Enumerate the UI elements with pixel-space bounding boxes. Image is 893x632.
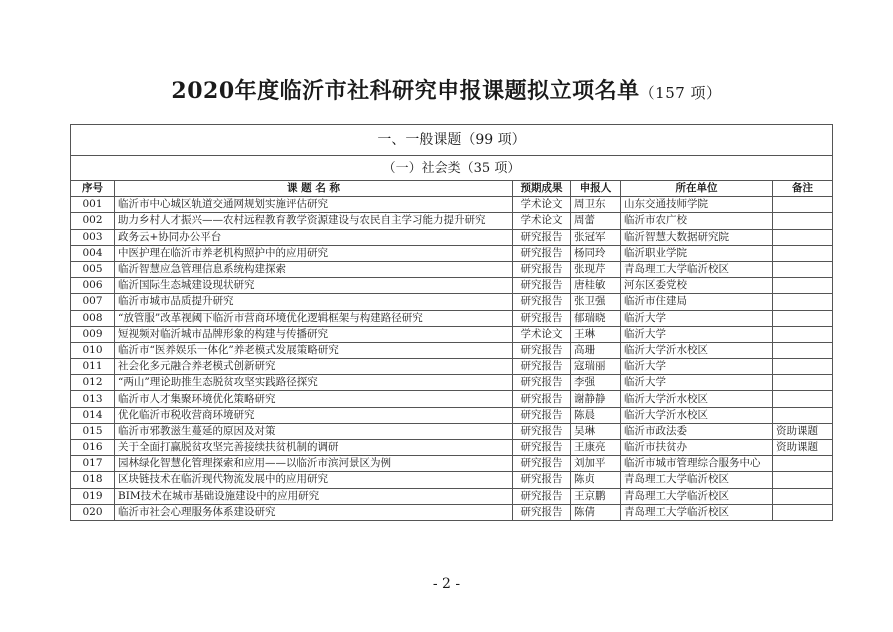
- cell-serial: 017: [71, 456, 115, 472]
- table-row: [71, 391, 833, 407]
- cell-unit: 青岛理工大学临沂校区: [621, 488, 773, 504]
- project-table: [70, 124, 833, 521]
- table-row: [71, 359, 833, 375]
- cell-applicant: 张冠军: [571, 229, 621, 245]
- title-count: （157 项）: [639, 84, 722, 102]
- table-row: [71, 278, 833, 294]
- cell-remark: [773, 245, 833, 261]
- cell-remark: 资助课题: [773, 440, 833, 456]
- cell-unit: 青岛理工大学临沂校区: [621, 261, 773, 277]
- cell-outcome: 研究报告: [513, 440, 571, 456]
- cell-applicant: 李强: [571, 375, 621, 391]
- cell-outcome: 研究报告: [513, 375, 571, 391]
- table-row: [71, 294, 833, 310]
- table-row: [71, 261, 833, 277]
- table-row: [71, 213, 833, 229]
- cell-outcome: 研究报告: [513, 261, 571, 277]
- cell-title: 临沂市邪教滋生蔓延的原因及对策: [115, 423, 513, 439]
- cell-remark: [773, 310, 833, 326]
- cell-applicant: 周蕾: [571, 213, 621, 229]
- cell-serial: 008: [71, 310, 115, 326]
- title-text: 2020年度临沂市社科研究申报课题拟立项名单: [171, 78, 640, 104]
- cell-title: 临沂国际生态城建设现状研究: [115, 278, 513, 294]
- cell-title: 短视频对临沂城市品牌形象的构建与传播研究: [115, 326, 513, 342]
- table-row: [71, 456, 833, 472]
- cell-title: 临沂市人才集聚环境优化策略研究: [115, 391, 513, 407]
- cell-unit: 临沂大学沂水校区: [621, 407, 773, 423]
- cell-unit: 临沂市政法委: [621, 423, 773, 439]
- cell-remark: [773, 197, 833, 213]
- cell-applicant: 张卫强: [571, 294, 621, 310]
- cell-applicant: 张现芹: [571, 261, 621, 277]
- cell-title: 临沂市社会心理服务体系建设研究: [115, 504, 513, 520]
- cell-outcome: 研究报告: [513, 423, 571, 439]
- cell-remark: [773, 456, 833, 472]
- cell-outcome: 研究报告: [513, 472, 571, 488]
- table-row: [71, 488, 833, 504]
- cell-remark: [773, 326, 833, 342]
- cell-outcome: 学术论文: [513, 213, 571, 229]
- cell-outcome: 研究报告: [513, 342, 571, 358]
- cell-unit: 临沂智慧大数据研究院: [621, 229, 773, 245]
- table-row: [71, 326, 833, 342]
- cell-title: “两山”理论助推生态脱贫攻坚实践路径探究: [115, 375, 513, 391]
- cell-serial: 010: [71, 342, 115, 358]
- cell-unit: 青岛理工大学临沂校区: [621, 472, 773, 488]
- cell-title: 社会化多元融合养老模式创新研究: [115, 359, 513, 375]
- cell-serial: 012: [71, 375, 115, 391]
- cell-applicant: 唐桂敏: [571, 278, 621, 294]
- cell-serial: 015: [71, 423, 115, 439]
- cell-serial: 009: [71, 326, 115, 342]
- cell-applicant: 谢静静: [571, 391, 621, 407]
- table-row: [71, 375, 833, 391]
- header-serial: 序号: [71, 181, 115, 197]
- cell-outcome: 研究报告: [513, 488, 571, 504]
- cell-unit: 河东区委党校: [621, 278, 773, 294]
- cell-serial: 018: [71, 472, 115, 488]
- cell-outcome: 研究报告: [513, 278, 571, 294]
- cell-unit: 临沂大学沂水校区: [621, 391, 773, 407]
- cell-applicant: 王琳: [571, 326, 621, 342]
- page-number: - 2 -: [432, 576, 461, 592]
- cell-unit: 临沂大学: [621, 310, 773, 326]
- cell-title: 园林绿化智慧化管理探索和应用——以临沂市滨河景区为例: [115, 456, 513, 472]
- cell-serial: 013: [71, 391, 115, 407]
- header-title: 课 题 名 称: [115, 181, 513, 197]
- cell-title: 政务云+协同办公平台: [115, 229, 513, 245]
- cell-outcome: 研究报告: [513, 359, 571, 375]
- cell-title: 临沂市中心城区轨道交通网规划实施评估研究: [115, 197, 513, 213]
- cell-serial: 005: [71, 261, 115, 277]
- cell-unit: 临沂大学: [621, 326, 773, 342]
- cell-applicant: 寇瑞丽: [571, 359, 621, 375]
- cell-serial: 006: [71, 278, 115, 294]
- table-row: [71, 310, 833, 326]
- cell-applicant: 高珊: [571, 342, 621, 358]
- cell-applicant: 刘加平: [571, 456, 621, 472]
- cell-title: 区块链技术在临沂现代物流发展中的应用研究: [115, 472, 513, 488]
- header-outcome: 预期成果: [513, 181, 571, 197]
- cell-serial: 007: [71, 294, 115, 310]
- cell-remark: [773, 294, 833, 310]
- cell-applicant: 陈倩: [571, 504, 621, 520]
- cell-title: 临沂市城市品质提升研究: [115, 294, 513, 310]
- cell-title: 临沂智慧应急管理信息系统构建探索: [115, 261, 513, 277]
- cell-title: 临沂市“医养娱乐一体化”养老模式发展策略研究: [115, 342, 513, 358]
- cell-outcome: 研究报告: [513, 456, 571, 472]
- cell-serial: 014: [71, 407, 115, 423]
- cell-outcome: 研究报告: [513, 294, 571, 310]
- cell-serial: 011: [71, 359, 115, 375]
- cell-unit: 临沂市住建局: [621, 294, 773, 310]
- cell-remark: [773, 504, 833, 520]
- subsection-row: [71, 156, 833, 181]
- cell-unit: 临沂大学: [621, 359, 773, 375]
- cell-applicant: 周卫东: [571, 197, 621, 213]
- cell-unit: 青岛理工大学临沂校区: [621, 504, 773, 520]
- cell-serial: 019: [71, 488, 115, 504]
- cell-remark: [773, 213, 833, 229]
- cell-applicant: 陈晨: [571, 407, 621, 423]
- cell-title: “放管服”改革视阈下临沂市营商环境优化逻辑框架与构建路径研究: [115, 310, 513, 326]
- cell-remark: 资助课题: [773, 423, 833, 439]
- cell-title: 优化临沂市税收营商环境研究: [115, 407, 513, 423]
- cell-outcome: 研究报告: [513, 391, 571, 407]
- cell-remark: [773, 261, 833, 277]
- header-row: [71, 181, 833, 197]
- table-row: [71, 504, 833, 520]
- cell-outcome: 研究报告: [513, 229, 571, 245]
- table-row: [71, 342, 833, 358]
- cell-unit: 临沂大学: [621, 375, 773, 391]
- table-row: [71, 407, 833, 423]
- cell-title: 关于全面打赢脱贫攻坚完善接续扶贫机制的调研: [115, 440, 513, 456]
- section-heading: 一、一般课题（99 项）: [71, 125, 833, 156]
- cell-remark: [773, 407, 833, 423]
- cell-outcome: 研究报告: [513, 245, 571, 261]
- cell-serial: 002: [71, 213, 115, 229]
- cell-applicant: 王京鹏: [571, 488, 621, 504]
- cell-outcome: 学术论文: [513, 326, 571, 342]
- cell-title: 中医护理在临沂市养老机构照护中的应用研究: [115, 245, 513, 261]
- cell-remark: [773, 488, 833, 504]
- cell-remark: [773, 229, 833, 245]
- cell-applicant: 陈贞: [571, 472, 621, 488]
- header-unit: 所在单位: [621, 181, 773, 197]
- cell-outcome: 研究报告: [513, 310, 571, 326]
- cell-outcome: 研究报告: [513, 407, 571, 423]
- table-row: [71, 197, 833, 213]
- cell-remark: [773, 342, 833, 358]
- cell-remark: [773, 391, 833, 407]
- cell-serial: 020: [71, 504, 115, 520]
- table-row: [71, 245, 833, 261]
- cell-outcome: 研究报告: [513, 504, 571, 520]
- table-row: [71, 472, 833, 488]
- cell-title: 助力乡村人才振兴——农村远程教育教学资源建设与农民自主学习能力提升研究: [115, 213, 513, 229]
- cell-applicant: 郁瑞晓: [571, 310, 621, 326]
- header-applicant: 申报人: [571, 181, 621, 197]
- cell-serial: 003: [71, 229, 115, 245]
- cell-serial: 004: [71, 245, 115, 261]
- cell-applicant: 吴琳: [571, 423, 621, 439]
- cell-remark: [773, 375, 833, 391]
- cell-serial: 001: [71, 197, 115, 213]
- cell-applicant: 杨同玲: [571, 245, 621, 261]
- cell-title: BIM技术在城市基础设施建设中的应用研究: [115, 488, 513, 504]
- cell-applicant: 王康亮: [571, 440, 621, 456]
- cell-unit: 临沂市农广校: [621, 213, 773, 229]
- cell-remark: [773, 472, 833, 488]
- cell-remark: [773, 278, 833, 294]
- subsection-heading: （一）社会类（35 项）: [71, 156, 833, 181]
- page-title: [0, 74, 893, 105]
- cell-outcome: 学术论文: [513, 197, 571, 213]
- cell-unit: 临沂市扶贫办: [621, 440, 773, 456]
- table-row: [71, 423, 833, 439]
- cell-unit: 临沂职业学院: [621, 245, 773, 261]
- table-row: [71, 229, 833, 245]
- section-row: [71, 125, 833, 156]
- cell-unit: 山东交通技师学院: [621, 197, 773, 213]
- cell-serial: 016: [71, 440, 115, 456]
- cell-unit: 临沂大学沂水校区: [621, 342, 773, 358]
- cell-unit: 临沂市城市管理综合服务中心: [621, 456, 773, 472]
- cell-remark: [773, 359, 833, 375]
- table-row: [71, 440, 833, 456]
- header-remark: 备注: [773, 181, 833, 197]
